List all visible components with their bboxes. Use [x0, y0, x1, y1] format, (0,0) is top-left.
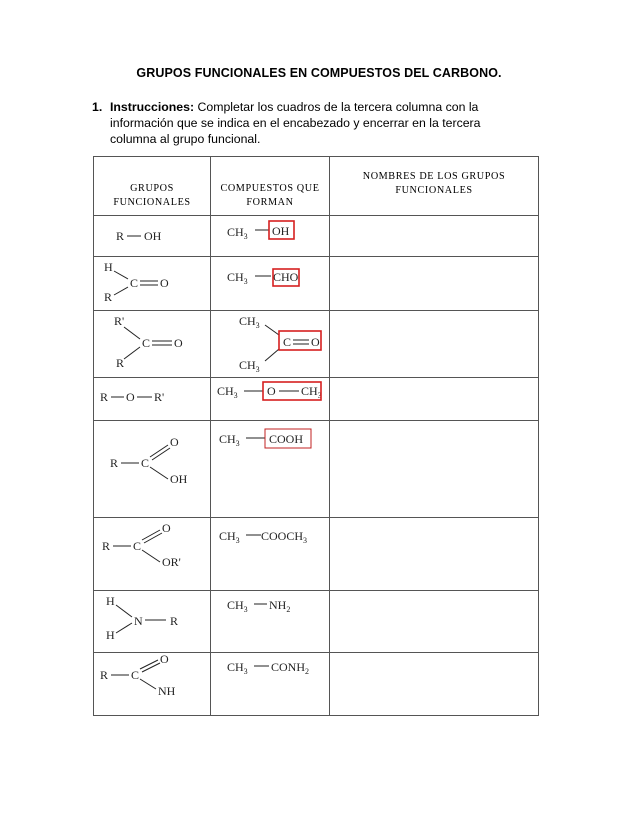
svg-text:C: C	[131, 668, 140, 682]
structure-amine	[94, 591, 211, 652]
answer-cell[interactable]	[330, 311, 539, 378]
compound-cell	[211, 378, 330, 421]
svg-text:OH: OH	[144, 229, 162, 243]
structure-r-oh	[94, 216, 211, 256]
svg-text:C: C	[283, 335, 292, 349]
group-cell	[94, 653, 211, 716]
group-cell	[94, 518, 211, 591]
functional-groups-table	[93, 156, 539, 716]
svg-text:C: C	[133, 539, 142, 553]
table-row	[94, 378, 539, 421]
svg-text:R': R'	[114, 314, 125, 328]
svg-text:NH2: $NH_2$	[269, 598, 291, 614]
structure-acetone	[211, 311, 330, 377]
svg-text:N: N	[134, 614, 143, 628]
svg-text:C: C	[142, 336, 151, 350]
instruction-label: Instrucciones:	[110, 100, 195, 114]
answer-cell[interactable]	[330, 518, 539, 591]
svg-text:CH3: $CH_3$	[219, 432, 240, 448]
svg-text:C: C	[141, 456, 150, 470]
svg-text:CONH2: $CONH_2$	[271, 660, 310, 676]
svg-text:O: O	[126, 390, 135, 404]
structure-dimethyl-ether	[211, 378, 330, 420]
structure-ch3-cho	[211, 257, 330, 310]
answer-cell[interactable]	[330, 378, 539, 421]
structure-methyl-acetate	[211, 518, 330, 590]
instructions	[92, 99, 530, 147]
svg-text:H: H	[104, 260, 113, 274]
svg-text:CH3: $CH_3$	[301, 384, 322, 400]
svg-text:CH3: $CH_3$	[219, 529, 240, 545]
svg-text:OH: OH	[170, 472, 188, 486]
compound-cell	[211, 653, 330, 716]
table-row	[94, 257, 539, 311]
svg-text:O: O	[160, 276, 169, 290]
svg-text:COOH: COOH	[269, 432, 304, 446]
table-row	[94, 311, 539, 378]
svg-text:R': R'	[154, 390, 165, 404]
compound-cell	[211, 257, 330, 311]
table-header-row	[94, 157, 539, 216]
header-compuestos-cell	[211, 157, 330, 216]
svg-text:R: R	[100, 390, 109, 404]
structure-ch3-oh	[211, 216, 330, 256]
structure-acetamide	[211, 653, 330, 715]
svg-text:O: O	[162, 521, 171, 535]
svg-text:OH: OH	[272, 224, 290, 238]
svg-text:CH3: $CH_3$	[239, 314, 260, 330]
group-cell	[94, 216, 211, 257]
svg-text:R: R	[100, 668, 109, 682]
header-nombres-cell	[330, 157, 539, 216]
svg-text:R: R	[104, 290, 113, 304]
svg-text:NH: NH	[158, 684, 176, 698]
svg-text:CH3: $CH_3$	[239, 358, 260, 374]
instruction-text: Completar los cuadros de la tercera columna con la información que se indica en el encabezado y encerrar en la tercera columna al grupo funcional.	[110, 100, 481, 146]
svg-text:O: O	[160, 653, 169, 666]
compound-cell	[211, 421, 330, 518]
structure-methylamine	[211, 591, 330, 652]
svg-text:OR': OR'	[162, 555, 181, 569]
group-cell	[94, 257, 211, 311]
answer-cell[interactable]	[330, 421, 539, 518]
svg-text:R: R	[116, 356, 125, 370]
header-compuestos: COMPUESTOS QUE FORMAN	[220, 183, 320, 208]
table-row	[94, 216, 539, 257]
svg-text:CHO: CHO	[273, 270, 299, 284]
svg-text:CH3: $CH_3$	[227, 660, 248, 676]
svg-text:CH3: $CH_3$	[227, 270, 248, 286]
svg-text:H: H	[106, 594, 115, 608]
table-row	[94, 421, 539, 518]
svg-text:R: R	[116, 229, 125, 243]
group-cell	[94, 591, 211, 653]
table-row	[94, 591, 539, 653]
svg-text:CH3: $CH_3$	[217, 384, 238, 400]
table-row	[94, 653, 539, 716]
compound-cell	[211, 216, 330, 257]
compound-cell	[211, 591, 330, 653]
structure-amide	[94, 653, 211, 715]
svg-text:R: R	[110, 456, 119, 470]
header-grupos-cell	[94, 157, 211, 216]
structure-aldehyde	[94, 257, 211, 310]
svg-text:COOCH3: $COOCH_3$	[261, 529, 308, 545]
answer-cell[interactable]	[330, 591, 539, 653]
structure-ether	[94, 378, 211, 420]
structure-carboxylic-acid	[94, 421, 211, 517]
answer-cell[interactable]	[330, 216, 539, 257]
svg-text:O: O	[311, 335, 320, 349]
svg-text:R: R	[102, 539, 111, 553]
instruction-number: 1.	[92, 100, 103, 114]
svg-text:R: R	[170, 614, 179, 628]
svg-text:O: O	[267, 384, 276, 398]
structure-acetic-acid	[211, 421, 330, 517]
svg-text:C: C	[130, 276, 139, 290]
group-cell	[94, 421, 211, 518]
svg-text:CH3: $CH_3$	[227, 225, 248, 241]
compound-cell	[211, 311, 330, 378]
answer-cell[interactable]	[330, 257, 539, 311]
svg-text:O: O	[170, 435, 179, 449]
svg-text:CH3: $CH_3$	[227, 598, 248, 614]
group-cell	[94, 311, 211, 378]
group-cell	[94, 378, 211, 421]
header-grupos: GRUPOS FUNCIONALES	[113, 183, 191, 208]
svg-text:O: O	[174, 336, 183, 350]
compound-cell	[211, 518, 330, 591]
table-row	[94, 518, 539, 591]
structure-ester	[94, 518, 211, 590]
answer-cell[interactable]	[330, 653, 539, 716]
svg-text:H: H	[106, 628, 115, 642]
structure-ketone	[94, 311, 211, 377]
header-nombres: NOMBRES DE LOS GRUPOS FUNCIONALES	[362, 171, 506, 196]
document-title: GRUPOS FUNCIONALES EN COMPUESTOS DEL CARBONO.	[136, 66, 502, 80]
